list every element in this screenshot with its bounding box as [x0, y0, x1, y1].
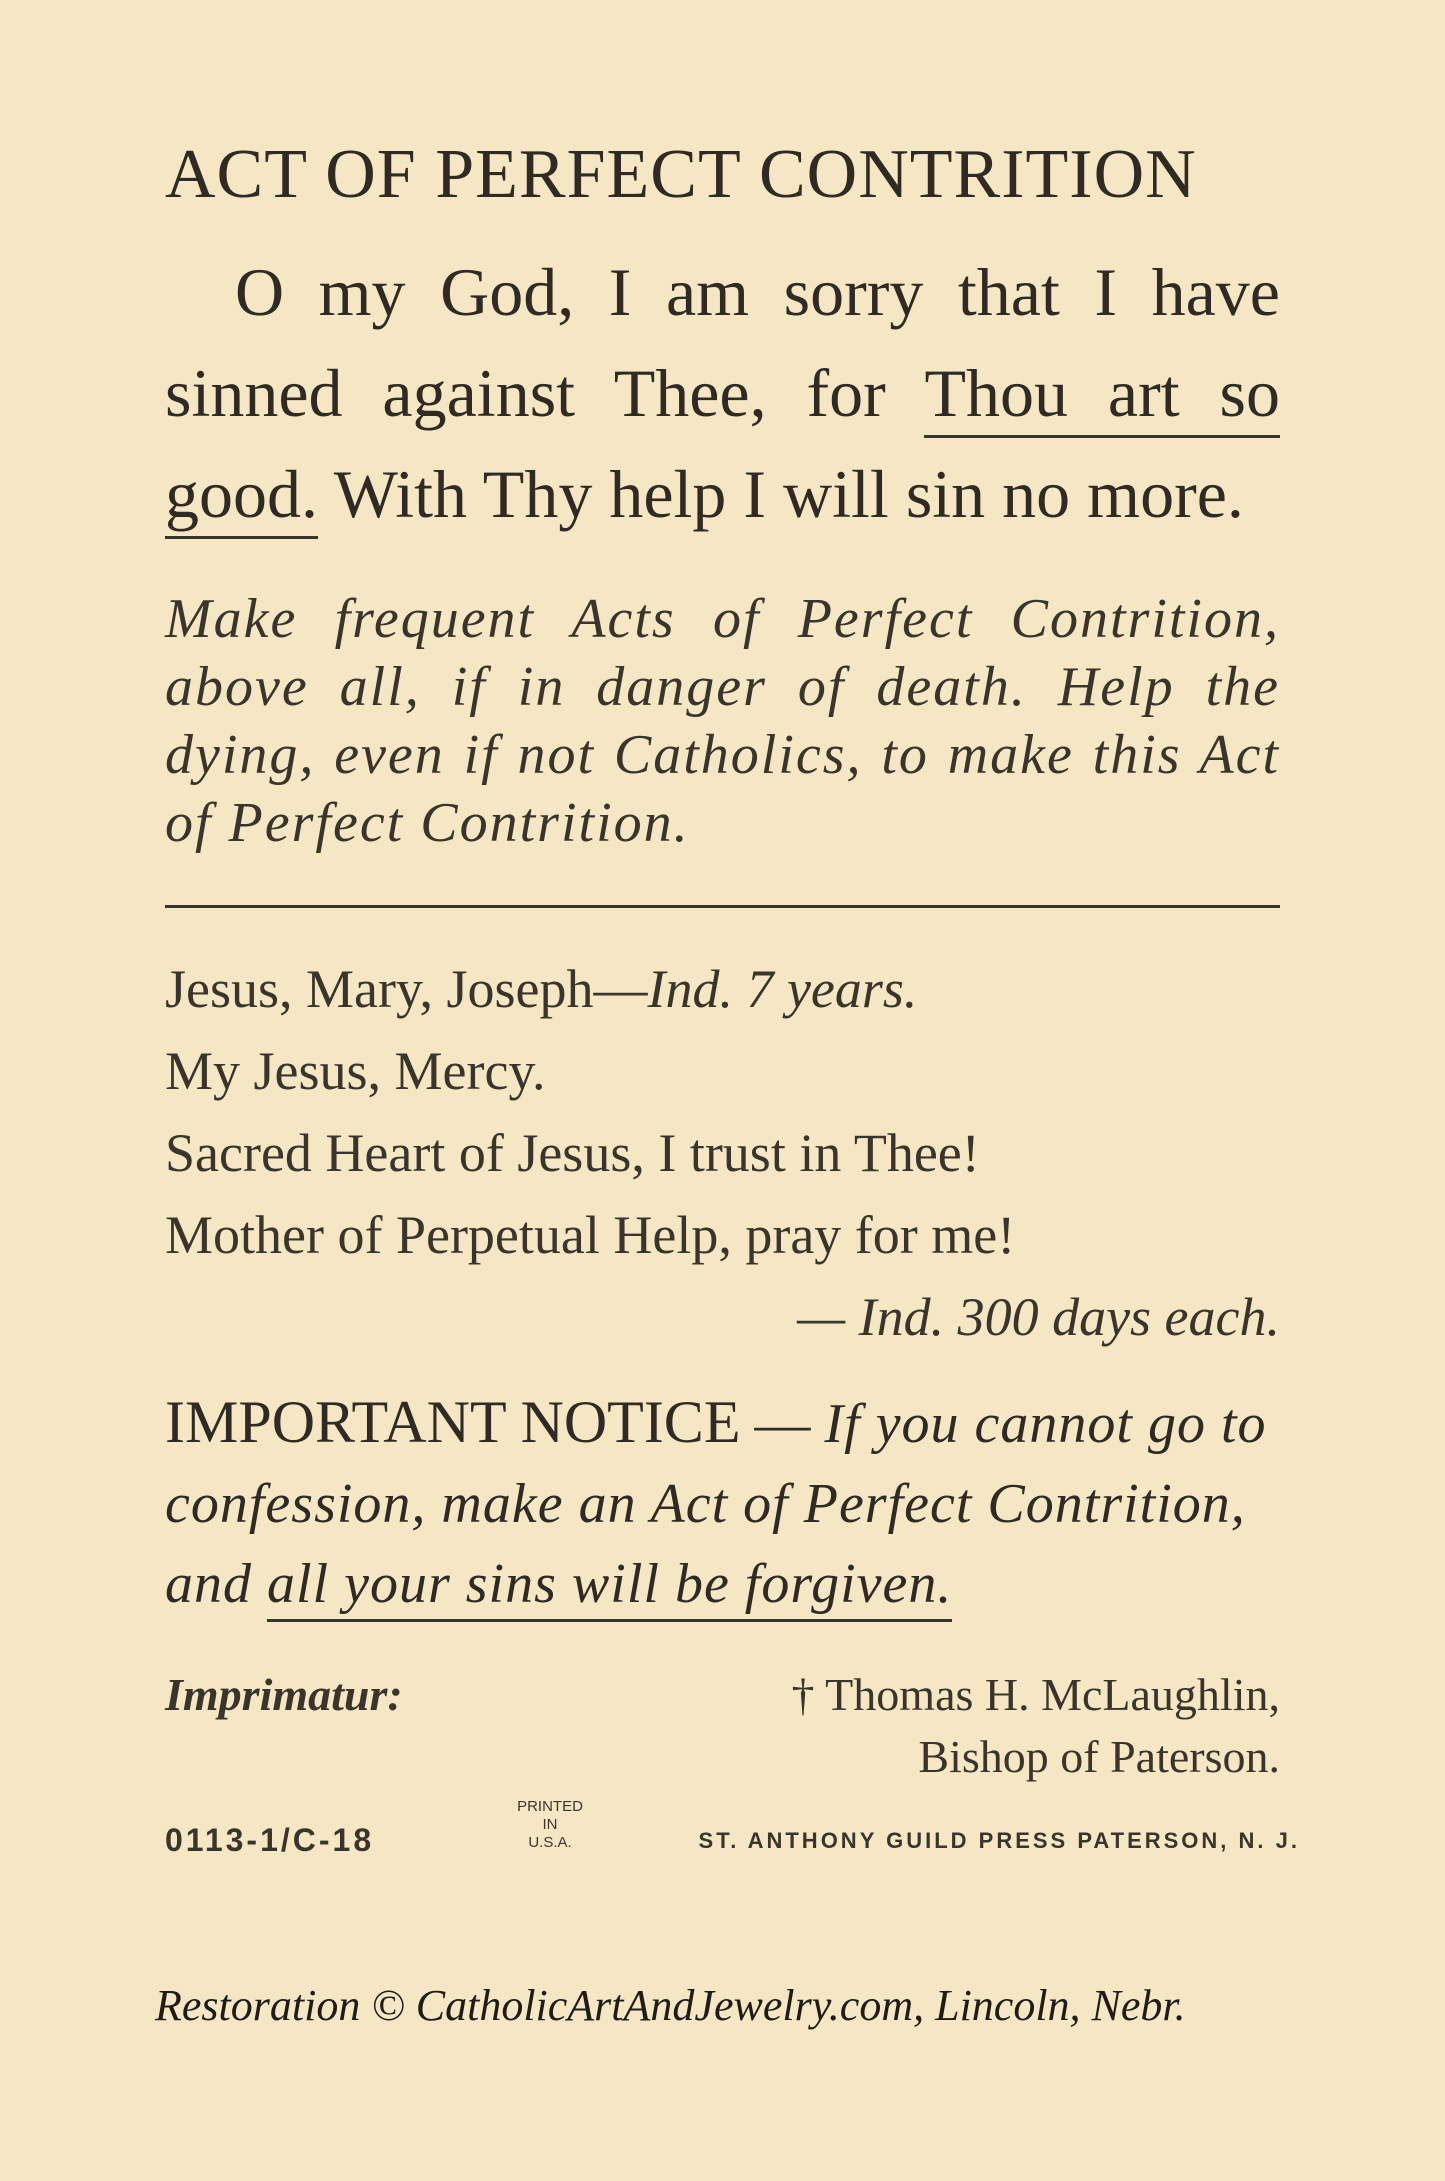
ejaculation-line-1: [165, 948, 1280, 1030]
divider-rule: [165, 905, 1280, 908]
ejaculation-line-3: [165, 1112, 1280, 1194]
ejaculations: [165, 948, 1280, 1358]
important-notice: [165, 1382, 1280, 1624]
signature-line-1: † Thomas H. McLaughlin,: [791, 1669, 1280, 1720]
notice-underlined: all your sins will be forgiven.: [267, 1553, 952, 1622]
signature-line-2: Bishop of Paterson.: [918, 1731, 1280, 1782]
printed-line-1: PRINTED: [517, 1798, 583, 1815]
ejaculation-text: Jesus, Mary, Joseph: [165, 959, 594, 1019]
ejaculation-text: Mother of Perpetual Help, pray for me!: [165, 1205, 1016, 1265]
notice-heading: IMPORTANT NOTICE: [165, 1389, 741, 1455]
ejaculation-dash: —: [593, 959, 648, 1019]
publisher-imprint: ST. ANTHONY GUILD PRESS PATERSON, N. J.: [698, 1828, 1300, 1853]
card-title: ACT OF PERFECT CONTRITION: [165, 136, 1197, 213]
notice-dash: —: [740, 1393, 825, 1455]
card-content: [165, 120, 1300, 1878]
printed-line-3: U.S.A.: [528, 1834, 572, 1851]
imprimatur-block: [165, 1664, 1280, 1794]
imprimatur-label: Imprimatur:: [165, 1669, 403, 1720]
printed-in-usa-mark: [495, 1798, 605, 1852]
ejaculation-line-4: [165, 1194, 1280, 1276]
restoration-credit: Restoration © CatholicArtAndJewelry.com, Lincoln, Nebr.: [155, 1981, 1186, 2030]
footer-row: [165, 1798, 1300, 1878]
prayer-part2: With Thy help I will sin no more.: [318, 456, 1244, 532]
indulgence-note: Ind. 7 years.: [647, 959, 918, 1019]
bishop-signature: [792, 1664, 1280, 1788]
contrition-prayer: [165, 242, 1280, 545]
card-code: 0113-1/C-18: [165, 1822, 375, 1858]
instruction-text: Make frequent Acts of Perfect Contrition, above all, if in danger of death. Help the dying, even if not Catholics, to make this Act of Perfect Contrition.: [165, 588, 1280, 854]
ejaculation-line-2: My Jesus, Mercy.: [165, 1041, 546, 1101]
ejaculation-text: Sacred Heart of Jesus, I trust in Thee!: [165, 1123, 980, 1183]
prayer-part1: O my God, I am sorry that I have sinned against Thee, for: [165, 254, 1280, 431]
printed-line-2: IN: [542, 1816, 558, 1833]
indulgence-each: — Ind. 300 days each.: [797, 1287, 1280, 1347]
notice-body: If you cannot go to confession, make an Act of Perfect Contrition, and: [165, 1393, 1267, 1615]
prayer-underlined: Thou art so good.: [165, 355, 1280, 539]
